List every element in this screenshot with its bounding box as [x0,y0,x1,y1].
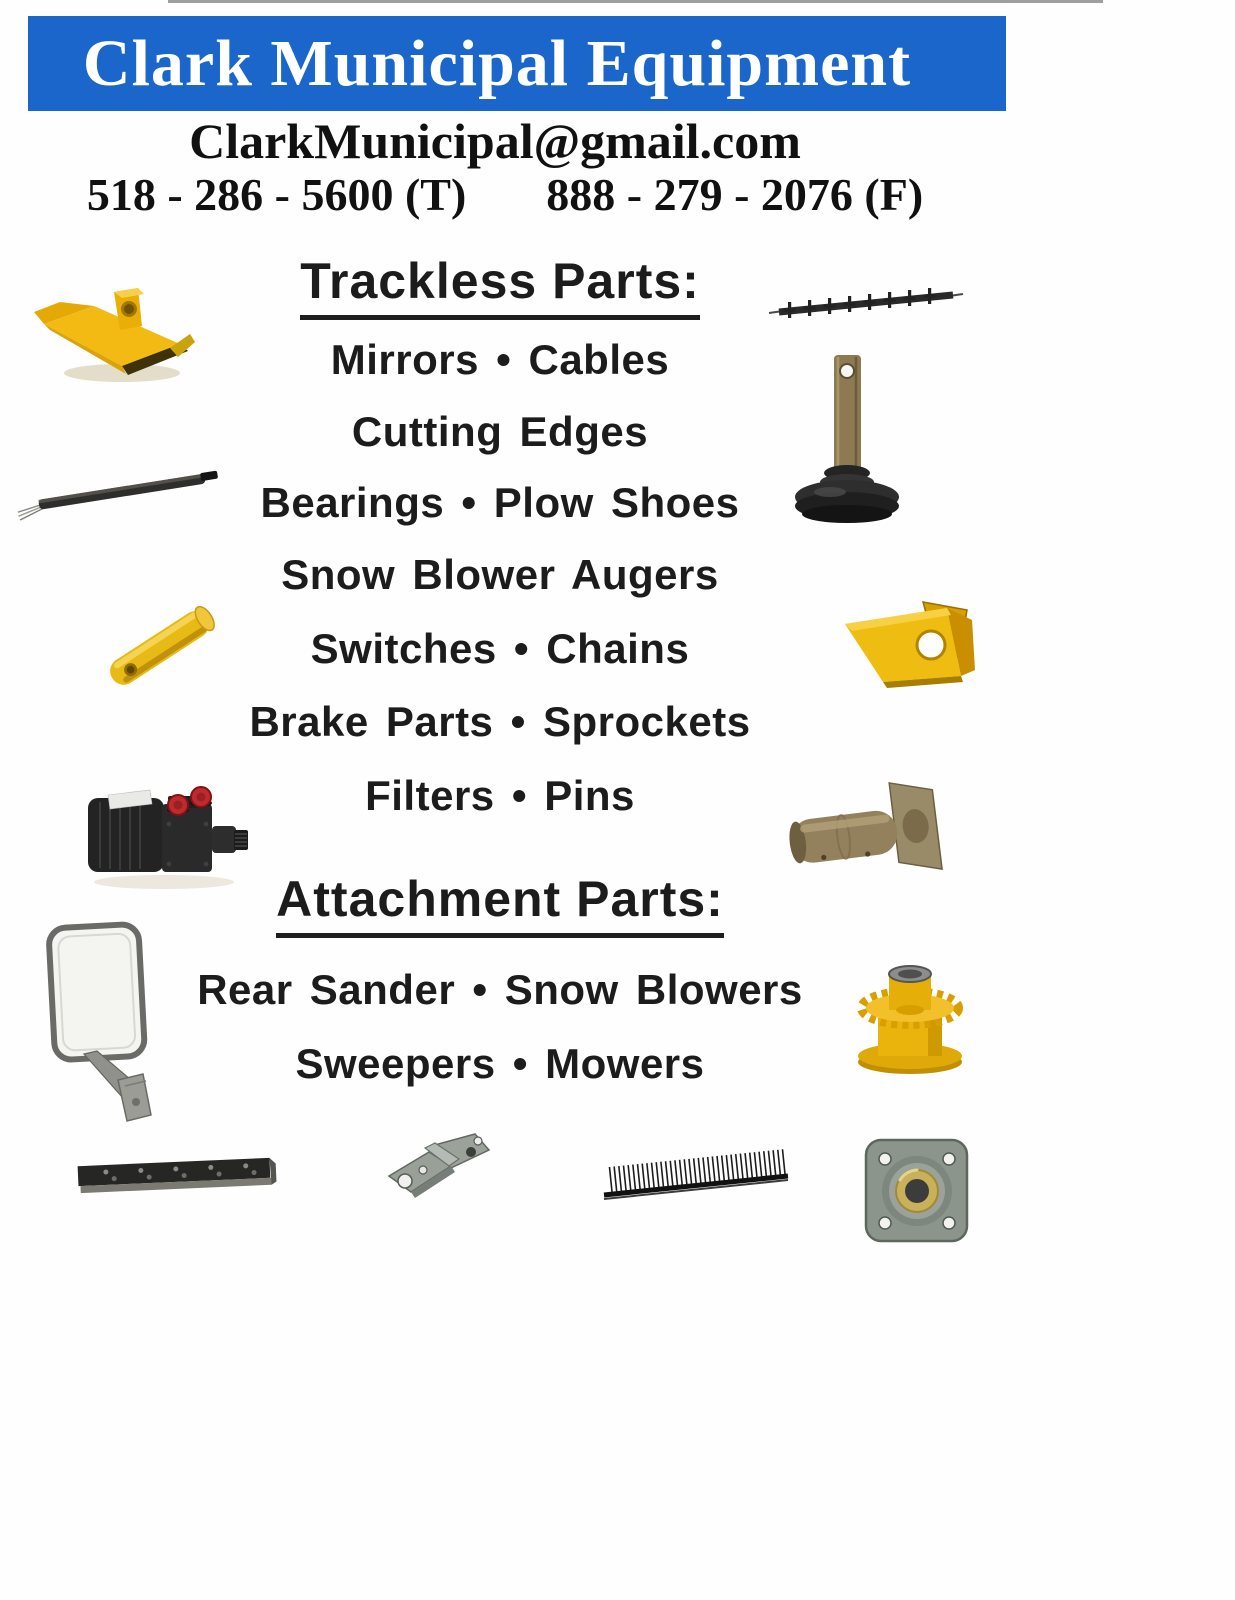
plow-shoe-image [30,272,195,392]
scan-artifact-line [168,0,1103,3]
list-item: Cutting Edges [351,408,649,455]
mirror-icon [38,918,163,1123]
cutting-edge-image [68,1138,280,1208]
list-item: Sweepers • Mowers [295,1040,705,1087]
clevis-pin-image [85,592,235,700]
list-item: Snow Blower Augers [281,551,719,598]
list-item: Switches • Chains [310,625,690,672]
hinge-image [375,1112,500,1217]
cable-rod-image [10,432,225,532]
company-email: ClarkMunicipal@gmail.com [189,113,801,169]
list-item: Brake Parts • Sprockets [249,698,751,745]
fax-number: 888 - 279 - 2076 (F) [546,169,924,220]
list-item: Rear Sander • Snow Blowers [197,966,803,1013]
list-item: Bearings • Plow Shoes [260,479,740,526]
section-title-trackless: Trackless Parts: [0,252,1000,320]
cable-rod-icon [10,432,225,532]
header-banner [28,16,1006,111]
list-item: Mirrors • Cables [330,336,670,383]
roller-flange-image [785,768,950,896]
cutting-edge-icon [68,1138,280,1208]
broom-strip-image [588,1138,800,1210]
swivel-shoe-image [778,345,913,537]
roller-flange-icon [785,768,950,896]
broom-strip-icon [588,1138,800,1210]
section-title-attachment: Attachment Parts: [0,870,1000,938]
contact-numbers [0,168,1010,221]
flange-bearing-image [858,1132,976,1250]
hinge-icon [375,1112,500,1217]
spiked-bar-image [765,268,965,338]
mirror-image [38,918,163,1123]
plow-shoe-icon [30,272,195,392]
list-item: Filters • Pins [365,772,635,819]
hydraulic-motor-image [78,768,250,896]
curb-bracket-icon [825,578,980,696]
phone-number: 518 - 286 - 5600 (T) [86,169,467,220]
swivel-shoe-icon [778,345,913,537]
sprocket-hub-icon [845,948,975,1080]
sprocket-hub-image [845,948,975,1080]
hydraulic-motor-icon [78,768,250,896]
curb-bracket-image [825,578,980,696]
company-name: Clark Municipal Equipment [82,26,912,100]
clevis-pin-icon [85,592,235,700]
flange-bearing-icon [858,1132,976,1250]
spiked-bar-icon [765,268,965,338]
